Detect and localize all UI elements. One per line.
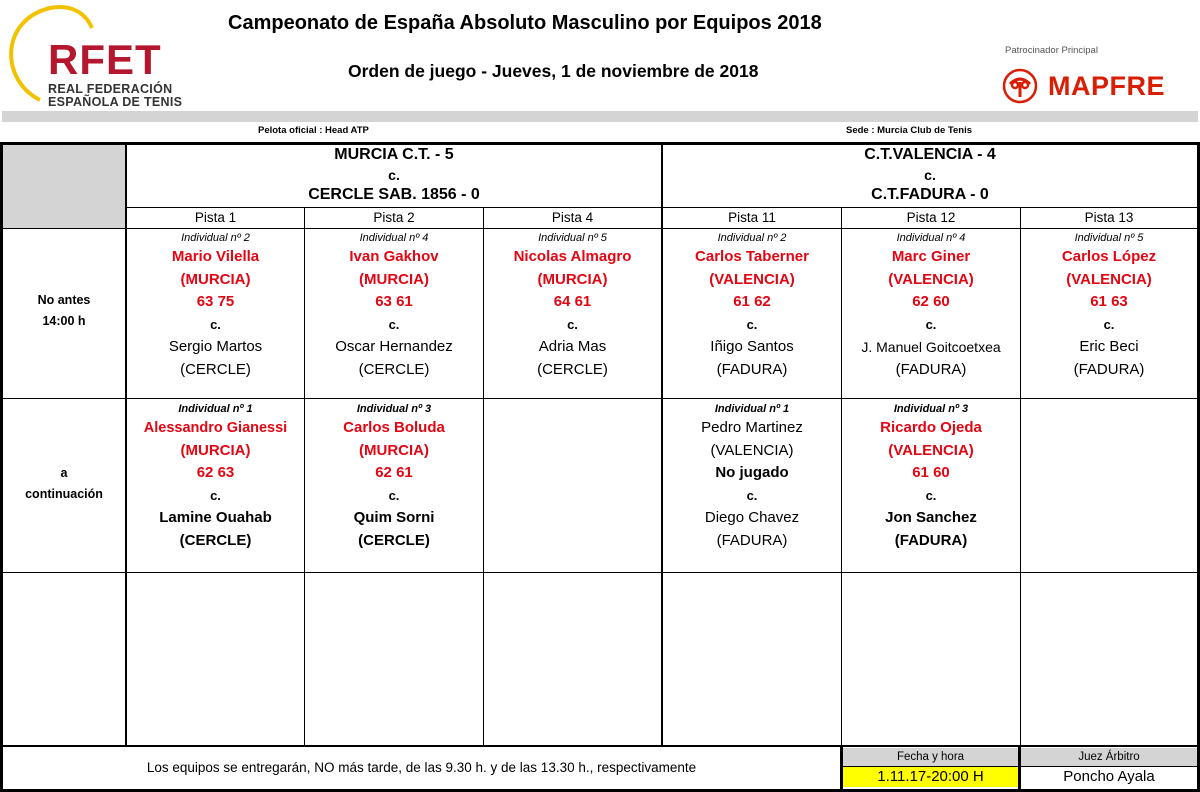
mapfre-emblem-icon bbox=[1002, 68, 1038, 104]
match-card bbox=[842, 401, 1020, 552]
sponsor-label: Patrocinador Principal bbox=[1005, 45, 1098, 56]
page-subtitle: Orden de juego - Jueves, 1 de noviembre de 2018 bbox=[348, 61, 759, 81]
match-label: Individual nº 5 bbox=[1074, 232, 1144, 244]
winner-name: Carlos López bbox=[1061, 248, 1157, 265]
opponent-name: Oscar Hernandez bbox=[335, 338, 453, 355]
winner-club: (VALENCIA) bbox=[888, 270, 974, 288]
versus: c. bbox=[925, 487, 937, 503]
match-score: 62 63 bbox=[196, 464, 235, 481]
opponent-name: J. Manuel Goitcoetxea bbox=[861, 339, 1001, 355]
match-label: Individual nº 3 bbox=[893, 403, 969, 415]
match-label: Individual nº 3 bbox=[356, 403, 432, 415]
match-score: 61 60 bbox=[912, 464, 950, 481]
court-header: Pista 2 bbox=[373, 210, 415, 225]
player1-name: Pedro Martinez bbox=[701, 419, 803, 436]
tie-away-team: C.T.FADURA - 0 bbox=[871, 186, 989, 203]
opponent-club: (FADURA) bbox=[895, 360, 967, 378]
time-slot-1 bbox=[2, 290, 126, 332]
winner-name: Nicolas Almagro bbox=[513, 248, 632, 265]
player1-club: (VALENCIA) bbox=[710, 441, 794, 459]
opponent-name: Quim Sorni bbox=[353, 509, 435, 526]
winner-name: Marc Giner bbox=[891, 248, 971, 265]
winner-club: (VALENCIA) bbox=[888, 441, 974, 459]
time-slot-line: No antes bbox=[37, 293, 91, 307]
court-header: Pista 13 bbox=[1084, 210, 1134, 225]
match-label: Individual nº 1 bbox=[178, 403, 253, 415]
grid-line bbox=[0, 572, 1200, 573]
time-slot-line: 14:00 h bbox=[42, 314, 86, 328]
match-card bbox=[484, 230, 661, 381]
versus: c. bbox=[746, 316, 758, 332]
match-score: 62 60 bbox=[912, 293, 950, 310]
grid-line bbox=[0, 228, 1200, 229]
tie-away-team: CERCLE SAB. 1856 - 0 bbox=[308, 186, 480, 203]
versus: c. bbox=[210, 316, 221, 332]
footer-note: Los equipos se entregarán, NO más tarde, de las 9.30 h. y de las 13.30 h., respectivamente bbox=[146, 760, 697, 775]
sponsor-name: MAPFRE bbox=[1048, 70, 1165, 101]
match-score: 63 61 bbox=[375, 293, 413, 310]
match-score: 63 75 bbox=[196, 293, 235, 310]
opponent-name: Sergio Martos bbox=[168, 338, 263, 355]
court-header: Pista 4 bbox=[551, 210, 594, 225]
match-card bbox=[305, 230, 483, 381]
rfet-name-line2: ESPAÑOLA DE TENIS bbox=[48, 95, 183, 109]
match-card bbox=[663, 230, 841, 381]
rfet-acronym: RFET bbox=[48, 36, 162, 83]
match-card bbox=[842, 230, 1020, 381]
player2-club: (FADURA) bbox=[716, 531, 788, 549]
opponent-club: (FADURA) bbox=[894, 531, 968, 549]
player2-name: Diego Chavez bbox=[704, 509, 800, 526]
court-header: Pista 12 bbox=[906, 210, 956, 225]
winner-club: (VALENCIA) bbox=[709, 270, 795, 288]
winner-club: (MURCIA) bbox=[180, 441, 251, 459]
match-label: Individual nº 5 bbox=[538, 232, 607, 244]
match-label: Individual nº 2 bbox=[181, 232, 250, 244]
match-card bbox=[1021, 230, 1197, 381]
tie-home-team: MURCIA C.T. - 5 bbox=[334, 146, 454, 163]
match-label: Individual nº 2 bbox=[717, 232, 787, 244]
order-of-play-table bbox=[0, 142, 1200, 792]
corner-cell bbox=[3, 145, 125, 228]
match-score: 64 61 bbox=[553, 293, 592, 310]
time-slot-line: a bbox=[60, 466, 68, 480]
winner-name: Carlos Taberner bbox=[695, 248, 809, 265]
sponsor-logo bbox=[1002, 66, 1165, 106]
versus: c. bbox=[210, 487, 221, 503]
tie-header-2 bbox=[663, 145, 1197, 205]
versus: c. bbox=[925, 316, 937, 332]
official-ball: Pelota oficial : Head ATP bbox=[258, 125, 369, 136]
opponent-club: (CERCLE) bbox=[358, 360, 430, 378]
versus: c. bbox=[388, 487, 400, 503]
tie-vs: c. bbox=[924, 167, 936, 183]
winner-club: (MURCIA) bbox=[537, 270, 608, 288]
opponent-club: (FADURA) bbox=[716, 360, 788, 378]
rfet-name-line1: REAL FEDERACIÓN bbox=[48, 82, 173, 96]
opponent-club: (FADURA) bbox=[1073, 360, 1145, 378]
winner-club: (MURCIA) bbox=[359, 270, 429, 288]
match-score: 61 62 bbox=[733, 293, 771, 310]
tie-home-team: C.T.VALENCIA - 4 bbox=[864, 146, 996, 163]
match-card bbox=[663, 401, 841, 552]
winner-club: (MURCIA) bbox=[180, 270, 251, 288]
opponent-name: Iñigo Santos bbox=[710, 338, 794, 355]
match-score: 62 61 bbox=[375, 464, 413, 481]
opponent-name: Jon Sanchez bbox=[885, 509, 977, 526]
winner-name: Carlos Boluda bbox=[343, 419, 445, 436]
tie-header-1 bbox=[127, 145, 661, 205]
match-label: Individual nº 1 bbox=[714, 403, 790, 415]
winner-club: (VALENCIA) bbox=[1066, 270, 1152, 288]
match-card bbox=[305, 401, 483, 552]
winner-name: Mario Vilella bbox=[171, 248, 260, 265]
versus: c. bbox=[388, 316, 400, 332]
opponent-name: Lamine Ouahab bbox=[159, 509, 272, 526]
match-label: Individual nº 4 bbox=[359, 232, 429, 244]
opponent-name: Adria Mas bbox=[538, 338, 607, 355]
match-label: Individual nº 4 bbox=[896, 232, 966, 244]
opponent-name: Eric Beci bbox=[1079, 338, 1139, 355]
opponent-club: (CERCLE) bbox=[537, 360, 608, 378]
venue: Sede : Murcia Club de Tenis bbox=[846, 125, 972, 136]
match-score: 61 63 bbox=[1090, 293, 1128, 310]
rfet-logo bbox=[0, 0, 200, 110]
court-header: Pista 11 bbox=[728, 210, 776, 225]
match-status: No jugado bbox=[715, 464, 789, 481]
referee-label: Juez Árbitro bbox=[1021, 748, 1197, 766]
versus: c. bbox=[746, 487, 758, 503]
referee-value: Poncho Ayala bbox=[1063, 768, 1155, 785]
time-slot-line: continuación bbox=[25, 487, 103, 501]
tie-vs: c. bbox=[388, 167, 400, 183]
versus: c. bbox=[1103, 316, 1115, 332]
winner-name: Ivan Gakhov bbox=[349, 248, 439, 265]
match-card bbox=[127, 230, 304, 381]
winner-name: Alessandro Gianessi bbox=[143, 420, 288, 436]
date-value: 1.11.17-20:00 H bbox=[843, 767, 1018, 787]
match-card bbox=[127, 401, 304, 552]
page-title: Campeonato de España Absoluto Masculino por Equipos 2018 bbox=[228, 12, 822, 34]
court-header: Pista 1 bbox=[194, 210, 237, 225]
opponent-club: (CERCLE) bbox=[179, 531, 252, 549]
opponent-club: (CERCLE) bbox=[358, 531, 430, 549]
header-divider bbox=[2, 111, 1198, 122]
versus: c. bbox=[567, 316, 578, 332]
opponent-club: (CERCLE) bbox=[180, 360, 251, 378]
date-label: Fecha y hora bbox=[843, 748, 1018, 766]
time-slot-2 bbox=[2, 463, 126, 505]
winner-club: (MURCIA) bbox=[359, 441, 429, 459]
grid-line bbox=[0, 398, 1200, 399]
winner-name: Ricardo Ojeda bbox=[880, 419, 982, 436]
